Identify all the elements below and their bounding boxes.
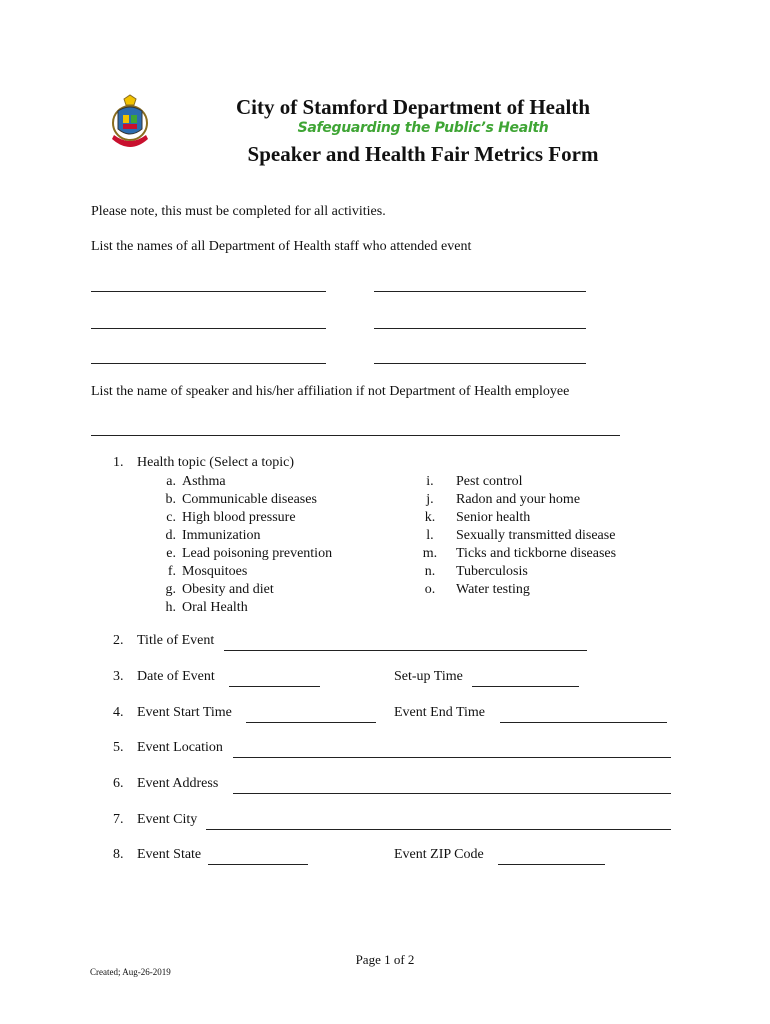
event-zip-line[interactable] [498,864,605,865]
topic-label: Mosquitoes [182,564,248,579]
topic-option[interactable] [152,599,248,617]
end-time-line[interactable] [500,722,667,723]
topic-marker: j. [426,492,434,507]
topic-option[interactable] [152,581,274,599]
topic-option[interactable] [418,545,616,563]
date-of-event-line[interactable] [229,686,320,687]
q8-number: 8. [113,847,124,862]
topic-option[interactable] [152,509,296,527]
topic-marker: c. [166,510,176,525]
topic-option[interactable] [152,563,247,581]
speaker-affiliation-line[interactable] [91,435,620,436]
topic-option[interactable] [152,491,317,509]
staff-name-line[interactable] [91,291,326,292]
staff-name-line[interactable] [91,363,326,364]
topic-label: Senior health [456,510,531,525]
start-time-line[interactable] [246,722,376,723]
staff-prompt: List the names of all Department of Health staff who attended event [91,239,472,254]
created-date: Created; Aug-26-2019 [90,967,171,977]
topic-label: Asthma [182,474,226,489]
topic-marker: a. [166,474,176,489]
topic-label: Pest control [456,474,523,489]
topic-option[interactable] [152,545,332,563]
topic-label: Water testing [456,582,530,597]
topic-marker: b. [165,492,176,507]
tagline: Safeguarding the Public’s Health [297,120,549,136]
topic-label: Obesity and diet [182,582,274,597]
event-location-line[interactable] [233,757,671,758]
page-number: Page 1 of 2 [355,952,415,967]
q1-number: 1. [113,455,124,470]
topic-marker: k. [424,510,436,525]
date-of-event-label: Date of Event [137,669,215,684]
topic-option[interactable] [418,473,523,491]
event-city-label: Event City [137,812,198,827]
topic-marker: h. [165,600,176,615]
setup-time-label: Set-up Time [394,669,463,684]
q5-number: 5. [113,740,124,755]
topic-label: High blood pressure [182,510,296,525]
event-state-label: Event State [137,847,202,862]
event-zip-label: Event ZIP Code [394,847,484,862]
note-text: Please note, this must be completed for all activities. [91,204,386,219]
setup-time-line[interactable] [472,686,579,687]
event-state-line[interactable] [208,864,308,865]
event-address-label: Event Address [137,776,219,791]
title-of-event-label: Title of Event [137,633,215,648]
topic-option[interactable] [418,509,530,527]
staff-name-line[interactable] [374,363,586,364]
q7-number: 7. [113,812,124,827]
topic-option[interactable] [418,527,615,545]
q6-number: 6. [113,776,124,791]
event-address-line[interactable] [233,793,671,794]
topic-label: Oral Health [182,600,248,615]
topic-label: Communicable diseases [182,492,317,507]
topic-marker: f. [167,564,176,579]
event-city-line[interactable] [206,829,671,830]
end-time-label: Event End Time [394,705,486,720]
event-location-label: Event Location [137,740,223,755]
start-time-label: Event Start Time [137,705,232,720]
q3-number: 3. [113,669,124,684]
topic-marker: n. [424,564,436,579]
q1-label: Health topic (Select a topic) [137,455,295,470]
topic-marker: d. [165,528,176,543]
topic-option[interactable] [418,563,528,581]
staff-name-line[interactable] [374,328,586,329]
topic-label: Radon and your home [456,492,581,507]
title-of-event-line[interactable] [224,650,587,651]
topic-label: Lead poisoning prevention [182,546,333,561]
q2-number: 2. [113,633,124,648]
topic-marker: g. [165,582,176,597]
topic-label: Ticks and tickborne diseases [456,546,617,561]
topic-label: Sexually transmitted disease [456,528,616,543]
staff-name-line[interactable] [91,328,326,329]
topic-label: Tuberculosis [456,564,528,579]
topic-marker: m. [422,546,438,561]
topic-marker: e. [166,546,176,561]
topic-marker: i. [426,474,434,489]
topic-option[interactable] [418,581,530,599]
topic-marker: l. [426,528,434,543]
topic-option[interactable] [418,491,580,509]
speaker-prompt: List the name of speaker and his/her affiliation if not Department of Health employee [91,384,570,399]
staff-name-line[interactable] [374,291,586,292]
q4-number: 4. [113,705,124,720]
topic-label: Immunization [182,528,261,543]
topic-option[interactable] [152,473,226,491]
org-title: City of Stamford Department of Health [235,95,591,119]
topic-option[interactable] [152,527,261,545]
topic-marker: o. [424,582,436,597]
form-title: Speaker and Health Fair Metrics Form [247,142,599,166]
